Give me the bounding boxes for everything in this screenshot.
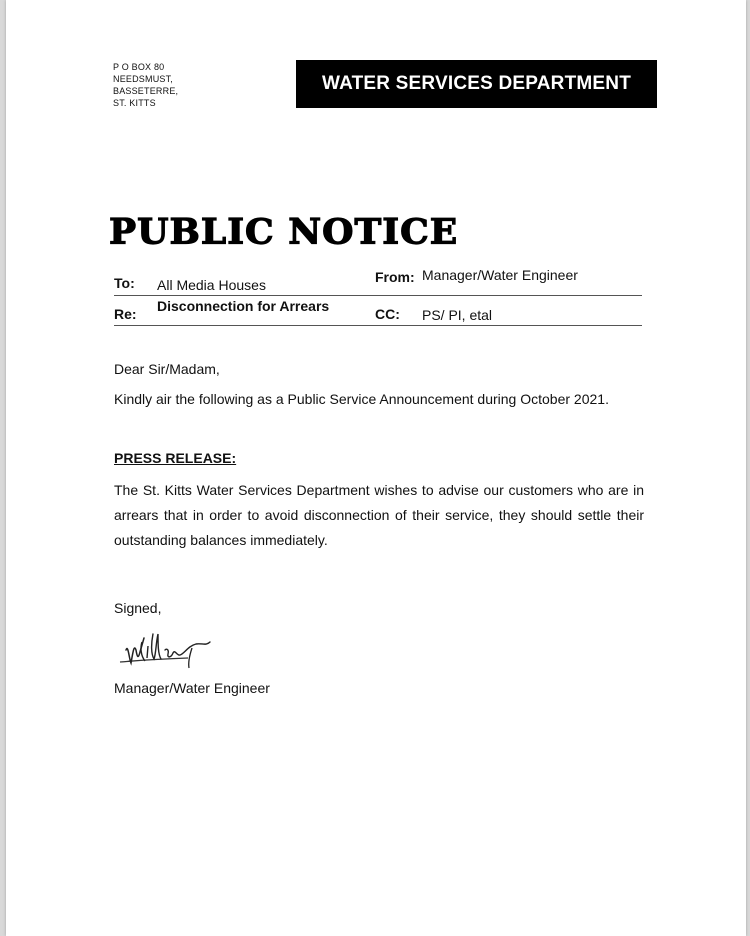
press-release-heading: PRESS RELEASE: xyxy=(114,450,237,466)
to-value: All Media Houses xyxy=(157,277,266,293)
re-label: Re: xyxy=(114,306,137,322)
press-release-text: The St. Kitts Water Services Department wishes to advise our customers who are in arrears that in order to avoid disconnection of their service, they should settle their outstanding balances immediately. xyxy=(114,482,644,548)
notice-page xyxy=(6,0,746,936)
re-value: Disconnection for Arrears xyxy=(157,298,330,314)
to-label: To: xyxy=(114,275,135,291)
header-divider xyxy=(114,295,642,296)
cc-label: CC: xyxy=(375,306,400,322)
salutation: Dear Sir/Madam, xyxy=(114,361,220,377)
signed-text: Signed, xyxy=(114,600,162,616)
from-label: From: xyxy=(375,269,415,285)
address-line: ST. KITTS xyxy=(113,98,156,108)
intro-text: Kindly air the following as a Public Service Announcement during October 2021. xyxy=(114,391,609,407)
department-name: WATER SERVICES DEPARTMENT xyxy=(321,73,632,94)
page-title: PUBLIC NOTICE xyxy=(109,212,459,252)
header-divider xyxy=(114,325,642,326)
signature-image xyxy=(118,628,228,670)
cc-value: PS/ PI, etal xyxy=(422,307,493,323)
from-value: Manager/Water Engineer xyxy=(422,267,578,283)
department-banner xyxy=(296,60,657,108)
signatory-title: Manager/Water Engineer xyxy=(114,680,270,696)
postal-address xyxy=(113,61,178,109)
address-line: P O BOX 80 xyxy=(113,62,165,72)
address-line: BASSETERRE, xyxy=(113,86,179,96)
address-line: NEEDSMUST, xyxy=(113,74,174,84)
